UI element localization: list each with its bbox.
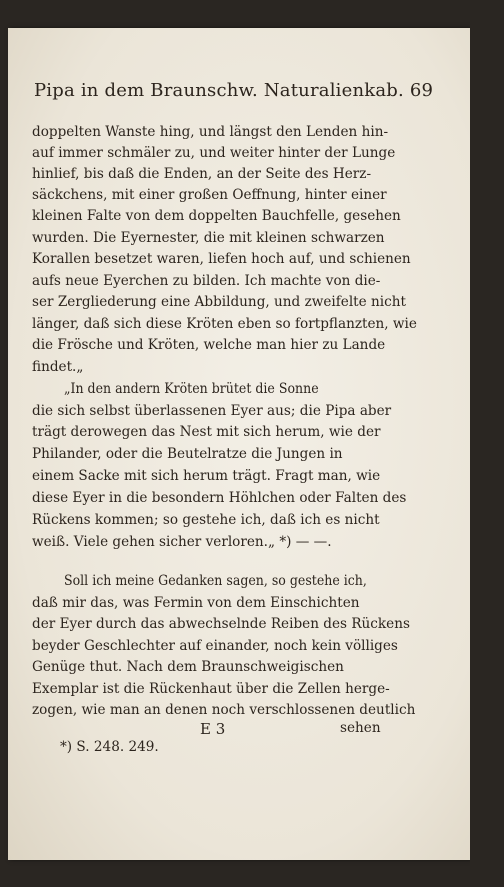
text-line: Rückens kommen; so gestehe ich, daß ich es nicht xyxy=(32,512,380,528)
text-line: länger, daß sich diese Kröten eben so fortpflanzten, wie xyxy=(32,316,417,332)
text-line: wurden. Die Eyernester, die mit kleinen schwarzen xyxy=(32,230,385,246)
footnote: *) S. 248. 249. xyxy=(60,739,159,755)
text-line: Philander, oder die Beutelratze die Jungen in xyxy=(32,446,343,462)
text-line: ser Zergliederung eine Abbildung, und zweifelte nicht xyxy=(32,294,406,310)
text-line: säckchens, mit einer großen Oeffnung, hinter einer xyxy=(32,187,387,203)
running-head: Pipa in dem Braunschw. Naturalienkab. 69 xyxy=(34,80,434,101)
text-line: doppelten Wanste hing, und längst den Lenden hin- xyxy=(32,124,389,140)
text-line: hinlief, bis daß die Enden, an der Seite des Herz- xyxy=(32,166,372,182)
catchword: sehen xyxy=(340,720,381,736)
text-line: Korallen besetzet waren, liefen hoch auf, und schienen xyxy=(32,251,411,267)
page-edge xyxy=(470,0,504,887)
text-line: der Eyer durch das abwechselnde Reiben des Rückens xyxy=(32,616,410,632)
signature-mark: E 3 xyxy=(200,720,226,738)
text-line: Soll ich meine Gedanken sagen, so gestehe ich, xyxy=(64,573,367,589)
text-line: daß mir das, was Fermin von dem Einschichten xyxy=(32,595,360,611)
text-line: Exemplar ist die Rückenhaut über die Zellen herge- xyxy=(32,681,390,697)
text-line: beyder Geschlechter auf einander, noch kein völliges xyxy=(32,638,398,654)
text-line: findet.„ xyxy=(32,359,84,375)
text-line: die sich selbst überlassenen Eyer aus; die Pipa aber xyxy=(32,403,392,419)
text-line: diese Eyer in die besondern Höhlchen oder Falten des xyxy=(32,490,407,506)
text-line: auf immer schmäler zu, und weiter hinter der Lunge xyxy=(32,145,396,161)
text-line: „In den andern Kröten brütet die Sonne xyxy=(64,381,319,397)
text-line: aufs neue Eyerchen zu bilden. Ich machte von die- xyxy=(32,273,381,289)
text-line: weiß. Viele gehen sicher verloren.„ *) — —. xyxy=(32,534,332,550)
text-line: zogen, wie man an denen noch verschlossenen deutlich xyxy=(32,702,416,718)
text-line: die Frösche und Kröten, welche man hier zu Lande xyxy=(32,337,386,353)
text-line: einem Sacke mit sich herum trägt. Fragt man, wie xyxy=(32,468,381,484)
text-line: trägt derowegen das Nest mit sich herum, wie der xyxy=(32,424,381,440)
text-line: Genüge thut. Nach dem Braunschweigischen xyxy=(32,659,344,675)
text-line: kleinen Falte von dem doppelten Bauchfelle, gesehen xyxy=(32,208,401,224)
